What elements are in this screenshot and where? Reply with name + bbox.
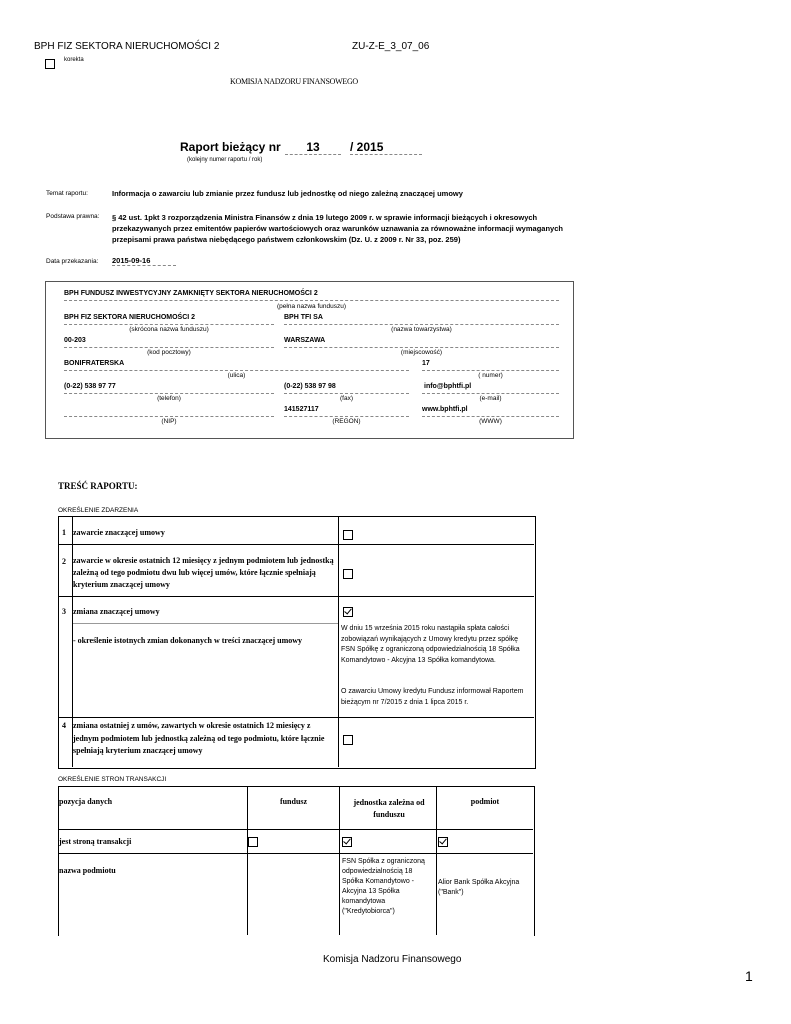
fund-city-line bbox=[284, 347, 559, 348]
event-2-num: 2 bbox=[62, 557, 66, 566]
fund-short-name: BPH FIZ SEKTORA NIERUCHOMOŚCI 2 bbox=[64, 314, 196, 321]
fund-phone-cap: (telefon) bbox=[157, 395, 181, 402]
fund-company-cap: (nazwa towarzystwa) bbox=[391, 326, 452, 333]
event-1-text: zawarcie znaczącej umowy bbox=[73, 528, 165, 537]
report-year: / 2015 bbox=[350, 140, 422, 155]
checkbox-icon bbox=[343, 530, 353, 540]
fund-company: BPH TFI SA bbox=[284, 314, 323, 321]
fund-email-cap: (e-mail) bbox=[479, 395, 502, 402]
fund-number: 17 bbox=[422, 360, 430, 367]
parties-header-subsidiary: jednostka zależna od funduszu bbox=[353, 798, 425, 819]
fund-full-name: BPH FUNDUSZ INWESTYCYJNY ZAMKNIĘTY SEKTORA NIERUCHOMOŚCI 2 bbox=[64, 290, 318, 297]
fund-fax-cap: (fax) bbox=[340, 395, 353, 402]
topic-value: Informacja o zawarciu lub zmianie przez fundusz lub jednostkę od niego zależną znaczącej umowy bbox=[112, 189, 463, 198]
company-header: BPH FIZ SEKTORA NIERUCHOMOŚCI 2 bbox=[34, 41, 220, 52]
event-1-num: 1 bbox=[62, 528, 66, 537]
date-value: 2015-09-16 bbox=[112, 256, 176, 266]
footer-authority: Komisja Nadzoru Finansowego bbox=[323, 954, 462, 965]
fund-www[interactable]: www.bphtfi.pl bbox=[422, 406, 468, 413]
checkbox-icon bbox=[343, 735, 353, 745]
parties-header-position: pozycja danych bbox=[59, 797, 113, 806]
event-3-desc-2: O zawarciu Umowy kredytu Fundusz informował Raportem bieżącym nr 7/2015 z dnia 1 lipca 2015 r. bbox=[341, 688, 524, 706]
event-1-checkbox[interactable] bbox=[343, 527, 353, 545]
fund-nip-cap: (NIP) bbox=[161, 418, 177, 425]
checkbox-icon bbox=[343, 569, 353, 579]
fund-email[interactable]: info@bphtfi.pl bbox=[424, 383, 472, 390]
checkbox-checked-icon bbox=[343, 607, 353, 617]
fund-company-line bbox=[284, 324, 559, 325]
fund-city-cap: (miejscowość) bbox=[400, 349, 443, 356]
basis-label: Podstawa prawna: bbox=[46, 213, 100, 220]
authority-title: KOMISJA NADZORU FINANSOWEGO bbox=[230, 77, 358, 86]
fund-fax: (0-22) 538 97 98 bbox=[284, 383, 336, 390]
fund-city: WARSZAWA bbox=[284, 337, 326, 344]
report-sub-label: (kolejny numer raportu / rok) bbox=[187, 157, 263, 163]
events-label: OKREŚLENIE ZDARZENIA bbox=[58, 507, 139, 514]
fund-short-name-cap: (skrócona nazwa funduszu) bbox=[129, 326, 209, 333]
parties-label: OKREŚLENIE STRON TRANSAKCJI bbox=[58, 776, 167, 783]
parties-header-fund: fundusz bbox=[279, 797, 308, 806]
fund-www-cap: (WWW) bbox=[479, 418, 502, 425]
party-fund-checkbox[interactable] bbox=[248, 834, 258, 852]
fund-full-name-line bbox=[64, 300, 559, 301]
fund-regon-line bbox=[284, 416, 409, 417]
fund-number-cap: ( numer) bbox=[478, 372, 503, 379]
parties-table bbox=[58, 786, 535, 936]
content-heading: TREŚĆ RAPORTU: bbox=[58, 481, 138, 491]
fund-phone: (0-22) 538 97 77 bbox=[64, 383, 116, 390]
event-2-text: zawarcie w okresie ostatnich 12 miesięcy z jednym podmiotem lub jednostką zależną od tego podmiotu dwu lub więcej umów, które łącznie spełniają kryterium znaczącej umowy bbox=[73, 556, 334, 589]
parties-header-entity: podmiot bbox=[470, 797, 500, 806]
fund-street-cap: (ulica) bbox=[227, 372, 246, 379]
fund-regon: 141527117 bbox=[284, 406, 319, 413]
event-4-checkbox[interactable] bbox=[343, 732, 353, 750]
name-row-label: nazwa podmiotu bbox=[59, 866, 116, 875]
event-3-text: zmiana znaczącej umowy bbox=[73, 607, 160, 616]
party-subsidiary-checkbox[interactable] bbox=[342, 834, 352, 852]
checkbox-checked-icon bbox=[438, 837, 448, 847]
checkbox-icon bbox=[248, 837, 258, 847]
fund-email-line bbox=[422, 393, 559, 394]
report-number: 13 bbox=[285, 140, 341, 155]
checkbox-icon bbox=[45, 59, 55, 69]
fund-full-name-cap: (pełna nazwa funduszu) bbox=[276, 303, 346, 310]
fund-regon-cap: (REGON) bbox=[332, 418, 361, 425]
name-subsidiary: FSN Spółka z ograniczoną odpowiedzialnością 18 Spółka Komandytowo - Akcyjna 13 Spółka komandytowa ("Kredytobiorca") bbox=[342, 858, 425, 915]
event-3-desc-1: W dniu 15 września 2015 roku nastąpiła spłata całości zobowiązań wynikających z Umowy kredytu przez spółkę FSN Spółkę z ograniczoną odpowiedzialnością 18 Spółka Komandytowo - Akcyjna 13 Spółka komandytowa. bbox=[341, 625, 520, 664]
name-entity: Alior Bank Spółka Akcyjna ("Bank") bbox=[438, 879, 520, 896]
checkbox-checked-icon bbox=[342, 837, 352, 847]
korekta-label: korekta bbox=[64, 57, 84, 63]
event-4-num: 4 bbox=[62, 721, 66, 730]
report-title: Raport bieżący nr bbox=[180, 140, 281, 154]
party-row-label: jest stroną transakcji bbox=[59, 837, 132, 846]
event-3-num: 3 bbox=[62, 607, 66, 616]
event-4-text: zmiana ostatniej z umów, zawartych w okresie ostatnich 12 miesięcy z jednym podmiotem lub jednostką zależną od tego podmiotu, które łącznie spełniają kryterium znaczącej umowy bbox=[73, 721, 325, 755]
fund-short-name-line bbox=[64, 324, 274, 325]
fund-www-line bbox=[422, 416, 559, 417]
page-number: 1 bbox=[745, 968, 753, 984]
fund-street-line bbox=[64, 370, 409, 371]
event-3-checkbox[interactable] bbox=[343, 604, 353, 622]
fund-number-line bbox=[422, 370, 559, 371]
fund-phone-line bbox=[64, 393, 274, 394]
date-label: Data przekazania: bbox=[46, 258, 99, 265]
fund-nip-line bbox=[64, 416, 274, 417]
fund-fax-line bbox=[284, 393, 409, 394]
korekta-checkbox[interactable] bbox=[45, 56, 55, 74]
event-2-checkbox[interactable] bbox=[343, 566, 353, 584]
fund-postal-line bbox=[64, 347, 274, 348]
basis-value: § 42 ust. 1pkt 3 rozporządzenia Ministra Finansów z dnia 19 lutego 2009 r. w sprawie informacji bieżących i okresowych przekazywanych przez emitentów papierów wartościowych oraz warunków uznawania za równoważne informacji wymaganych przepisami prawa państwa niebędącego państwem członkowskim (Dz. U. z 2009 r. Nr 33, poz. 259) bbox=[112, 213, 563, 244]
topic-label: Temat raportu: bbox=[46, 190, 88, 197]
event-3-subtext: - określenie istotnych zmian dokonanych w treści znaczącej umowy bbox=[73, 636, 303, 645]
fund-street: BONIFRATERSKA bbox=[64, 360, 125, 367]
fund-postal-cap: (kod pocztowy) bbox=[147, 349, 191, 356]
form-code: ZU-Z-E_3_07_06 bbox=[352, 41, 430, 52]
party-entity-checkbox[interactable] bbox=[438, 834, 448, 852]
fund-postal: 00-203 bbox=[64, 337, 86, 344]
